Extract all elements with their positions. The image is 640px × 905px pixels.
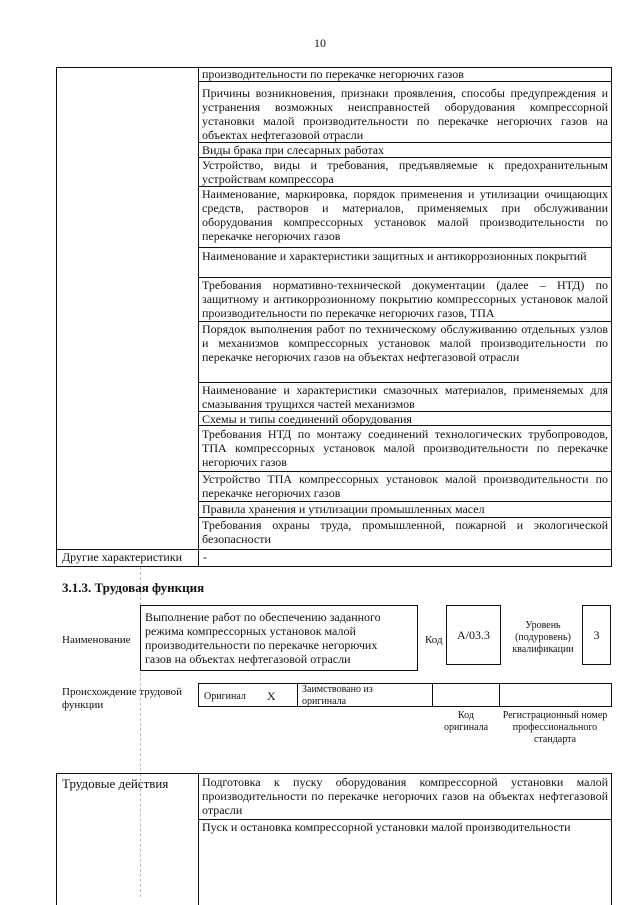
other-characteristics-label: Другие характеристики xyxy=(62,550,183,564)
function-name: Выполнение работ по обеспечению заданного режима компрессорных установок малой производительности по перекачке негорючих газов на объектах нефтегазовой отрасли xyxy=(145,610,381,666)
code-original-caption: Код оригинала xyxy=(443,710,489,733)
knowledge-row: Порядок выполнения работ по техническому обслуживанию отдельных узлов и механизмов компрессорных установок малой производительности по перекачке негорючих газов на объектах нефтегазовой отрасли xyxy=(202,322,608,364)
knowledge-row: Требования нормативно-технической документации (далее – НТД) по защитному и антикоррозионному покрытию компрессорных установок малой производительности по перекачке негорючих газов, ТПА xyxy=(202,278,608,320)
knowledge-row: Причины возникновения, признаки проявления, способы предупреждения и устранения возможных неисправностей оборудования компрессорной установки малой производительности по перекачке негорючих газов на объектах нефтегазовой отрасли xyxy=(202,86,608,142)
knowledge-row: Схемы и типы соединений оборудования xyxy=(202,412,412,426)
knowledge-row: Наименование и характеристики смазочных материалов, применяемых для смазывания трущихся частей механизмов xyxy=(202,383,608,411)
knowledge-row: Правила хранения и утилизации промышленных масел xyxy=(202,502,485,516)
knowledge-row: Устройство, виды и требования, предъявляемые к предохранительным устройствам компрессора xyxy=(202,158,608,186)
page-number: 10 xyxy=(314,36,326,50)
original-label: Оригинал xyxy=(204,691,246,702)
knowledge-row: Виды брака при слесарных работах xyxy=(202,143,385,157)
function-code: А/03.3 xyxy=(457,628,490,642)
qualification-level: 3 xyxy=(593,628,600,642)
knowledge-row: Наименование и характеристики защитных и антикоррозионных покрытий xyxy=(202,249,587,263)
reg-number-caption: Регистрационный номер профессионального стандарта xyxy=(502,710,608,745)
origin-label: Происхождение трудовой функции xyxy=(62,686,183,711)
borrowed-label: Заимствовано из оригинала xyxy=(302,684,373,707)
knowledge-row: производительности по перекачке негорючих газов xyxy=(202,67,464,81)
section-heading: 3.1.3. Трудовая функция xyxy=(62,580,205,595)
actions-label: Трудовые действия xyxy=(62,776,169,791)
name-label: Наименование xyxy=(62,634,131,646)
qualification-level-label: Уровень (подуровень) квалификации xyxy=(512,620,574,655)
action-row: Подготовка к пуску оборудования компрессорной установки малой производительности по перекачке негорючих газов на объектах нефтегазовой отрасли xyxy=(202,775,608,817)
original-mark: X xyxy=(267,689,276,703)
other-characteristics-value: - xyxy=(203,550,207,564)
origin-table xyxy=(198,683,612,707)
knowledge-row: Устройство ТПА компрессорных установок малой производительности по перекачке негорючих газов xyxy=(202,472,608,500)
knowledge-row: Наименование, маркировка, порядок применения и утилизации очищающих средств, растворов и материалов, применяемых при обслуживании оборудования компрессорных установок малой производительности по перекачке негорючих газов xyxy=(202,187,608,243)
code-label: Код xyxy=(425,634,443,646)
knowledge-row: Требования охраны труда, промышленной, пожарной и экологической безопасности xyxy=(202,518,608,546)
knowledge-row: Требования НТД по монтажу соединений технологических трубопроводов, ТПА компрессорных установок малой производительности по перекачке негорючих газов xyxy=(202,427,608,469)
action-row: Пуск и остановка компрессорной установки малой производительности xyxy=(202,820,571,834)
